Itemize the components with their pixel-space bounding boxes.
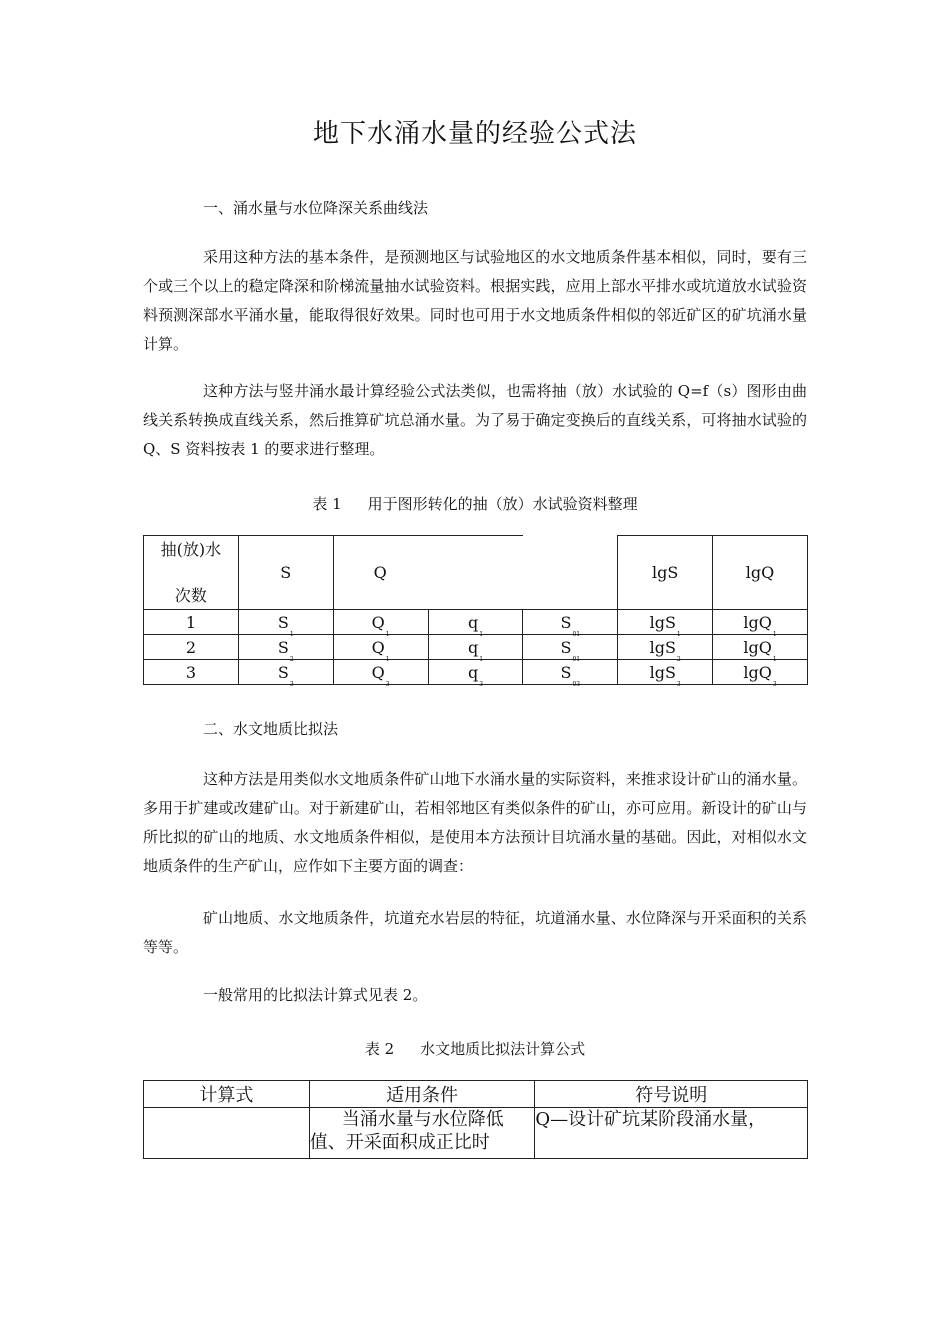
table1-cell-qq-text: q bbox=[467, 612, 479, 632]
page-title: 地下水涌水量的经验公式法 bbox=[312, 119, 637, 149]
table-row bbox=[144, 1108, 808, 1159]
table1-cell-lgs bbox=[618, 635, 713, 663]
table1-cell-qq-sub: 3 bbox=[479, 680, 484, 688]
table1-cell-qq-sub: 1 bbox=[479, 630, 484, 638]
table1-cell-s-sub: 3 bbox=[289, 680, 294, 688]
table1-header-lgq: lgQ bbox=[713, 536, 808, 610]
table1-header-q: Q bbox=[333, 536, 428, 610]
table1-cell-s bbox=[238, 660, 333, 688]
section2-paragraph-3: 一般常用的比拟法计算式见表 2。 bbox=[203, 986, 428, 1004]
table1-cell-lgs-sub: 1 bbox=[676, 630, 681, 638]
table1-cell-lgq-text: lgQ bbox=[743, 612, 772, 632]
table1-cell-q bbox=[333, 660, 428, 688]
table1-header-count-line1: 抽(放)水 bbox=[160, 539, 222, 559]
table1-header-count-line2: 次数 bbox=[174, 585, 207, 605]
table1-cell-s0-sub: 01 bbox=[572, 655, 581, 663]
table1-cell-lgs-sub: 2 bbox=[676, 655, 681, 663]
section2-paragraph-1: 这种方法是用类似水文地质条件矿山地下水涌水量的实际资料，来推求设计矿山的涌水量。多用于扩建或改建矿山。对于新建矿山，若相邻地区有类似条件的矿山，亦可应用。新设计的矿山与所比拟的矿山的地质、水文地质条件相似，是使用本方法预计目坑涌水量的基础。因此，对相似水文地质条件的生产矿山，应作如下主要方面的调查： bbox=[143, 770, 807, 875]
table1-cell-s0-sub: 03 bbox=[572, 680, 581, 688]
table-row bbox=[144, 635, 808, 660]
table1-header-blank-2 bbox=[523, 536, 618, 610]
table1-cell-lgq-sub: 1 bbox=[772, 630, 777, 638]
table1-cell-lgq-sub: 3 bbox=[772, 680, 777, 688]
table1-header-s: S bbox=[238, 536, 333, 610]
section1-paragraph-2: 这种方法与竖井涌水最计算经验公式法类似，也需将抽（放）水试验的 Q=f（s）图形由曲线关系转换成直线关系，然后推算矿坑总涌水量。为了易于确定变换后的直线关系，可将抽水试验的 Q、S 资料按表 1 的要求进行整理。 bbox=[143, 382, 807, 458]
table2-header-row bbox=[144, 1081, 808, 1108]
table1-cell-q-sub: 3 bbox=[385, 680, 390, 688]
table2-header-symbol: 符号说明 bbox=[535, 1081, 808, 1108]
table1-caption-number: 表 1 bbox=[312, 495, 342, 513]
table1-header-row bbox=[144, 536, 808, 610]
table1-cell-lgs bbox=[618, 610, 713, 638]
table1-cell-lgq-text: lgQ bbox=[743, 662, 772, 682]
table1-cell-s bbox=[238, 610, 333, 638]
table1-cell-lgs-text: lgS bbox=[649, 662, 676, 682]
table1-cell-lgq bbox=[713, 635, 808, 663]
table1-cell-s0-sub: 01 bbox=[572, 630, 581, 638]
table1-cell-qq bbox=[428, 660, 523, 688]
table1-cell-lgq-sub: 1 bbox=[772, 655, 777, 663]
table1-header-blank-1 bbox=[428, 536, 523, 610]
table1-cell-s-sub: 1 bbox=[289, 630, 294, 638]
table2-cell-condition: 当涌水量与水位降低值、开采面积成正比时 bbox=[309, 1108, 535, 1159]
table2 bbox=[143, 1080, 808, 1159]
table1-cell-q-text: Q bbox=[371, 612, 385, 632]
table1-cell-s0 bbox=[523, 635, 618, 663]
table1-cell-lgs-sub: 3 bbox=[676, 680, 681, 688]
table1-cell-s-sub: 2 bbox=[289, 655, 294, 663]
table1-cell-s0-text: S bbox=[560, 637, 572, 657]
table2-caption-number: 表 2 bbox=[364, 1040, 395, 1058]
table1-header-lgs: lgS bbox=[618, 536, 713, 610]
table1-cell-q bbox=[333, 610, 428, 638]
table1-caption bbox=[0, 493, 950, 514]
section2-paragraph-2: 矿山地质、水文地质条件，坑道充水岩层的特征，坑道涌水量、水位降深与开采面积的关系等等。 bbox=[143, 909, 807, 956]
table1-cell-count: 1 bbox=[144, 610, 239, 635]
table1-cell-s-text: S bbox=[277, 612, 289, 632]
table1-cell-s-text: S bbox=[277, 662, 289, 682]
table1-cell-lgq bbox=[713, 610, 808, 638]
table1-cell-q-sub: 1 bbox=[385, 655, 390, 663]
table1-cell-q-text: Q bbox=[371, 637, 385, 657]
table1 bbox=[143, 535, 808, 688]
table1-cell-count: 3 bbox=[144, 660, 239, 685]
table1-cell-q-text: Q bbox=[371, 662, 385, 682]
table1-cell-qq bbox=[428, 635, 523, 663]
table1-cell-s0-text: S bbox=[560, 662, 572, 682]
table1-cell-count: 2 bbox=[144, 635, 239, 660]
table2-caption bbox=[0, 1038, 950, 1059]
table1-caption-text: 用于图形转化的抽（放）水试验资料整理 bbox=[367, 495, 638, 513]
table1-header-count bbox=[144, 536, 239, 610]
section1-heading: 一、涌水量与水位降深关系曲线法 bbox=[203, 199, 429, 217]
table1-cell-s0 bbox=[523, 610, 618, 638]
table2-caption-text: 水文地质比拟法计算公式 bbox=[420, 1040, 586, 1058]
table1-cell-qq bbox=[428, 610, 523, 638]
table1-cell-lgs-text: lgS bbox=[649, 637, 676, 657]
table1-cell-q-sub: 1 bbox=[385, 630, 390, 638]
table1-cell-qq-text: q bbox=[467, 662, 479, 682]
table2-header-condition: 适用条件 bbox=[309, 1081, 535, 1108]
table1-cell-lgq-text: lgQ bbox=[743, 637, 772, 657]
table1-cell-q bbox=[333, 635, 428, 663]
table1-cell-s bbox=[238, 635, 333, 663]
table1-cell-qq-sub: 1 bbox=[479, 655, 484, 663]
table1-cell-s-text: S bbox=[277, 637, 289, 657]
table2-cell-symbol: Q—设计矿坑某阶段涌水量， bbox=[535, 1108, 808, 1159]
section2-heading: 二、水文地质比拟法 bbox=[203, 720, 339, 738]
table2-cell-formula bbox=[144, 1108, 310, 1159]
table1-cell-lgs-text: lgS bbox=[649, 612, 676, 632]
table1-cell-lgs bbox=[618, 660, 713, 688]
section1-paragraph-1: 采用这种方法的基本条件，是预测地区与试验地区的水文地质条件基本相似，同时，要有三个或三个以上的稳定降深和阶梯流量抽水试验资料。根据实践，应用上部水平排水或坑道放水试验资料预测深部水平涌水量，能取得很好效果。同时也可用于水文地质条件相似的邻近矿区的矿坑涌水量计算。 bbox=[143, 248, 807, 353]
table1-cell-lgq bbox=[713, 660, 808, 688]
table1-cell-s0 bbox=[523, 660, 618, 688]
table2-header-formula: 计算式 bbox=[144, 1081, 310, 1108]
table-row bbox=[144, 660, 808, 685]
table1-cell-s0-text: S bbox=[560, 612, 572, 632]
table-row bbox=[144, 610, 808, 635]
table1-cell-qq-text: q bbox=[467, 637, 479, 657]
